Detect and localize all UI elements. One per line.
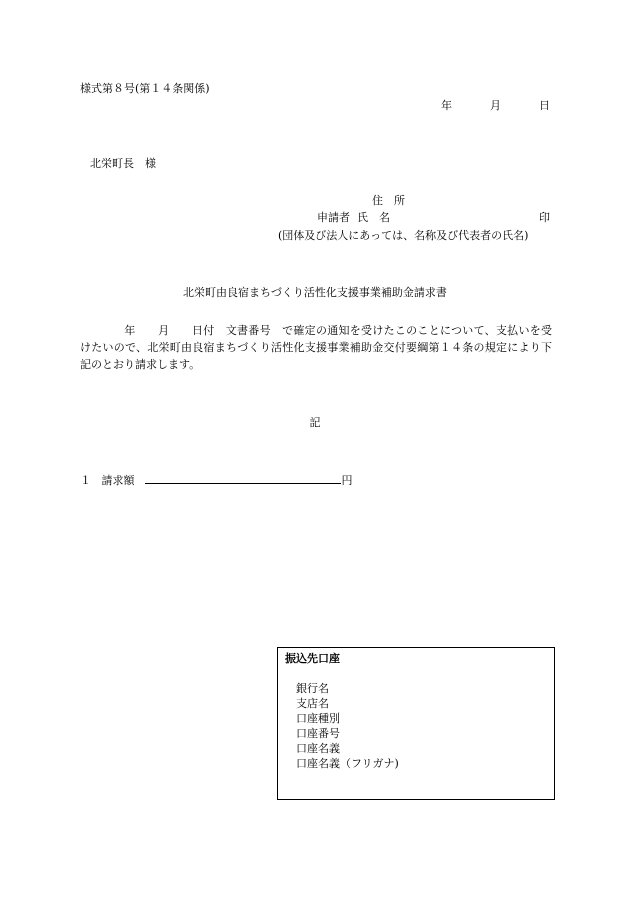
account-holder-label: 口座名義 [296, 742, 340, 755]
claim-label: 請求額 [101, 474, 135, 487]
bank-account-box [277, 647, 555, 800]
branch-name-label: 支店名 [296, 697, 329, 710]
seal-mark: 印 [539, 211, 550, 224]
body-text: 年 月 日付 文書番号 で確定の通知を受けたこのことについて、支払いを受けたいので、北栄町由良宿まちづくり活性化支援事業補助金交付要綱第１４条の規定により下記のとおり請求します。 [80, 324, 552, 371]
claim-line [80, 472, 353, 488]
applicant-label: 申請者 [317, 211, 350, 224]
addressee: 北栄町長 様 [90, 157, 156, 170]
account-number-label: 口座番号 [296, 727, 340, 740]
date-month-label: 月 [490, 99, 501, 112]
claim-amount-blank [145, 472, 341, 484]
date-year-label: 年 [441, 99, 452, 112]
body-paragraph [80, 322, 552, 373]
name-label: 氏 名 [357, 211, 390, 224]
document-title: 北栄町由良宿まちづくり活性化支援事業補助金請求書 [183, 286, 447, 299]
form-number: 様式第８号(第１４条関係) [80, 82, 210, 95]
bank-field-list [296, 681, 399, 771]
applicant-note: (団体及び法人にあっては、名称及び代表者の氏名) [278, 229, 529, 242]
date-line [441, 99, 550, 113]
claim-unit: 円 [341, 474, 353, 487]
account-holder-kana-label: 口座名義（フリガナ) [296, 757, 399, 770]
ki-heading: 記 [309, 416, 321, 429]
address-label: 住 所 [372, 194, 405, 207]
date-day-label: 日 [539, 99, 550, 112]
bank-name-label: 銀行名 [296, 682, 329, 695]
claim-number: １ [80, 474, 91, 487]
account-type-label: 口座種別 [296, 712, 340, 725]
applicant-name-line [317, 211, 550, 225]
bank-box-title: 振込先口座 [285, 652, 340, 665]
